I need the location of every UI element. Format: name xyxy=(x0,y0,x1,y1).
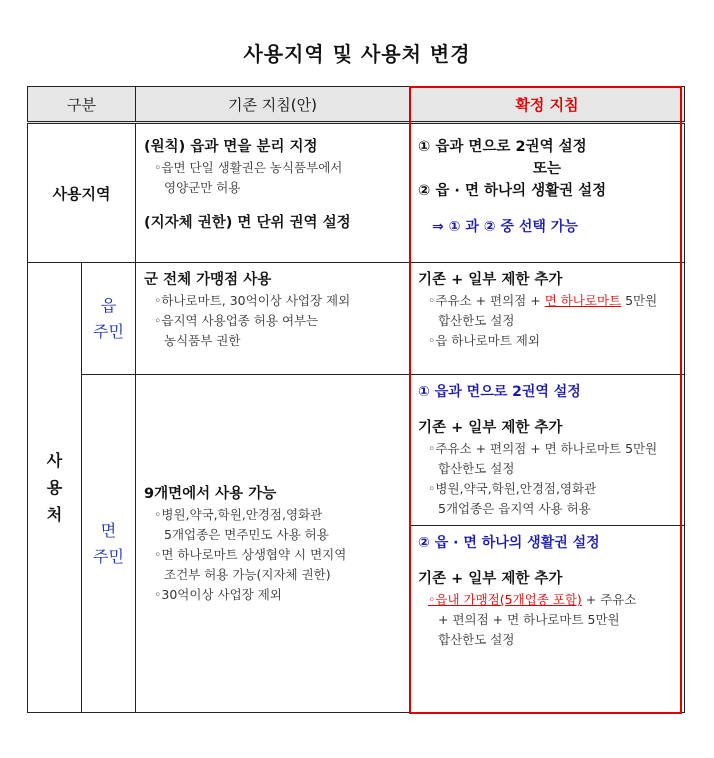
myeon-final-divider xyxy=(410,525,684,526)
eup-final-head: 기존 + 일부 제한 추가 xyxy=(418,272,563,288)
myeon-final2-note3: 합산한도 설정 xyxy=(438,632,515,647)
row-myeon xyxy=(28,375,685,713)
myeon-final1-note1: ◦주유소 + 편의점 + 면 하나로마트 5만원 xyxy=(428,441,658,456)
myeon-final2-note1-highlight: ◦읍내 가맹점(5개업종 포함) xyxy=(428,592,582,607)
myeon-final2-note1-b: + 주유소 xyxy=(581,592,637,607)
eup-existing-note1: ◦하나로마트, 30억이상 사업장 제외 xyxy=(154,293,351,308)
myeon-label xyxy=(82,375,136,713)
eup-label xyxy=(82,263,136,375)
eup-final-note1-highlight: 면 하나로마트 xyxy=(544,293,622,308)
myeon-existing-note3: ◦면 하나로마트 상생협약 시 면지역 xyxy=(154,546,347,562)
eup-final-note2: 합산한도 설정 xyxy=(438,313,515,328)
myeon-existing-note5: ◦30억이상 사업장 제외 xyxy=(154,586,282,602)
eup-label-2: 주민 xyxy=(93,321,124,341)
eup-final-note1 xyxy=(418,291,676,311)
area-existing-principle: (원칙) 읍과 면을 분리 지정 xyxy=(144,139,318,155)
myeon-final1-note4: 5개업종은 읍지역 사용 허용 xyxy=(438,501,591,516)
myeon-existing-note4: 조건부 허용 가능(지자체 권한) xyxy=(164,566,331,582)
area-existing-authority: (지자체 권한) 면 단위 권역 설정 xyxy=(144,215,351,231)
myeon-existing-note2: 5개업종은 면주민도 사용 허용 xyxy=(164,526,329,542)
myeon-final xyxy=(410,375,685,713)
eup-final-note1-c: 5만원 xyxy=(621,293,658,308)
myeon-final2-note1 xyxy=(418,590,676,610)
header-existing: 기존 지침(안) xyxy=(136,87,410,123)
myeon-final2-head: 기존 + 일부 제한 추가 xyxy=(418,571,563,587)
area-final-option2: ② 읍 · 면 하나의 생활권 설정 xyxy=(418,183,607,199)
myeon-existing-note1: ◦병원,약국,학원,안경점,영화관 xyxy=(154,506,323,522)
area-final xyxy=(410,123,685,263)
area-final-option1: ① 읍과 면으로 2권역 설정 xyxy=(418,139,587,155)
myeon-existing-head: 9개면에서 사용 가능 xyxy=(144,485,277,502)
area-label: 사용지역 xyxy=(28,123,136,263)
area-existing xyxy=(136,123,410,263)
header-final: 확정 지침 xyxy=(410,87,685,123)
myeon-final1-head: 기존 + 일부 제한 추가 xyxy=(418,420,563,436)
policy-table xyxy=(27,86,685,713)
usage-label-char: 처 xyxy=(46,505,63,524)
row-area xyxy=(28,123,685,263)
myeon-final1-note3: ◦병원,약국,학원,안경점,영화관 xyxy=(428,481,597,496)
area-existing-note1: ◦읍면 단일 생활권은 농식품부에서 xyxy=(154,160,343,175)
myeon-final2-title: ② 읍 · 면 하나의 생활권 설정 xyxy=(418,535,600,551)
myeon-existing xyxy=(136,375,410,713)
area-final-choice: ⇒ ① 과 ② 중 선택 가능 xyxy=(432,219,578,235)
eup-final xyxy=(410,263,685,375)
row-eup xyxy=(28,263,685,375)
eup-label-1: 읍 xyxy=(100,295,117,315)
page-title: 사용지역 및 사용처 변경 xyxy=(243,42,471,66)
usage-label-char: 사 xyxy=(46,451,63,470)
eup-final-note1-a: ◦주유소 + 편의점 + xyxy=(428,293,545,308)
myeon-final1-title: ① 읍과 면으로 2권역 설정 xyxy=(418,384,581,400)
myeon-final1-note2: 합산한도 설정 xyxy=(438,461,515,476)
myeon-label-1: 면 xyxy=(100,520,117,540)
header-category: 구분 xyxy=(28,87,136,123)
area-final-or: 또는 xyxy=(533,161,562,177)
eup-existing xyxy=(136,263,410,375)
eup-existing-head: 군 전체 가맹점 사용 xyxy=(144,272,272,288)
usage-label xyxy=(28,263,82,713)
eup-existing-note2: ◦읍지역 사용업종 허용 여부는 xyxy=(154,313,319,328)
myeon-final2-note2: + 편의점 + 면 하나로마트 5만원 xyxy=(438,612,620,627)
eup-existing-note3: 농식품부 권한 xyxy=(164,333,241,348)
usage-label-char: 용 xyxy=(46,478,63,497)
eup-final-note3: ◦읍 하나로마트 제외 xyxy=(428,333,540,348)
area-existing-note2: 영양군만 허용 xyxy=(164,180,241,195)
myeon-label-2: 주민 xyxy=(93,546,124,566)
header-row xyxy=(28,87,685,123)
